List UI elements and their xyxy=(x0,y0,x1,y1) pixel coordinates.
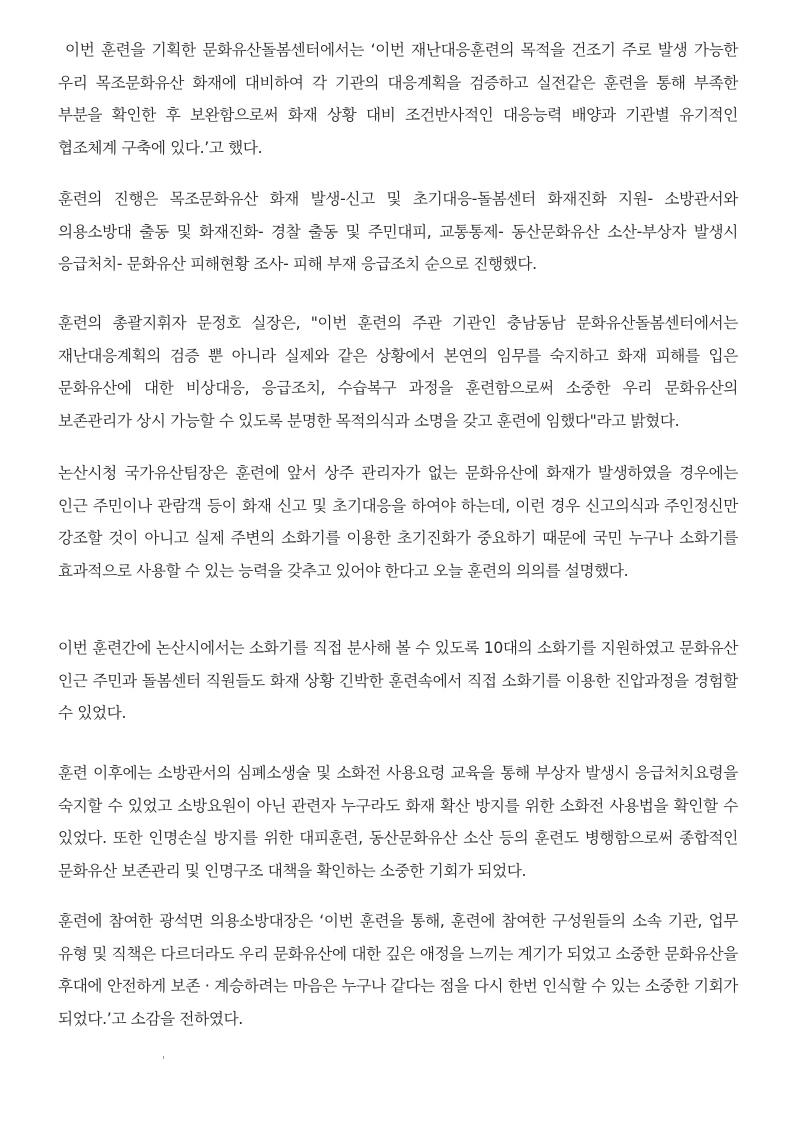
paragraph-heritage-team-leader: 논산시청 국가유산팀장은 훈련에 앞서 상주 관리자가 없는 문화유산에 화재가 발생하였을 경우에는 인근 주민이나 관람객 등이 화재 신고 및 초기대응을 하여야 하는데, 이런 경우 신고의식과 주인정신만 강조할 것이 아니고 실제 주변의 소화기를 이용한 초기진화가 중요하기 때문에 국민 누구나 소화기를 효과적으로 사용할 수 있는 능력을 갖추고 있어야 한다고 오늘 훈련의 의의를 설명했다. xyxy=(58,464,738,580)
paragraph-fire-brigade-chief-remarks: 훈련에 참여한 광석면 의용소방대장은 ‘이번 훈련을 통해, 훈련에 참여한 구성원들의 소속 기관, 업무 유형 및 직책은 다르더라도 우리 문화유산에 대한 깊은 애정을 느끼는 계기가 되었고 소중한 문화유산을 후대에 안전하게 보존 · 계승하려는 마음은 누구나 같다는 점을 다시 한번 인식할 수 있는 소중한 기회가 되었다.’고 소감을 전하였다. xyxy=(58,912,738,1028)
paragraph-exercise-procedure: 훈련의 진행은 목조문화유산 화재 발생-신고 및 초기대응-돌봄센터 화재진화 지원- 소방관서와 의용소방대 출동 및 화재진화- 경찰 출동 및 주민대피, 교통통제- 동산문화유산 소산-부상자 발생시 응급처치- 문화유산 피해현황 조사- 피해 부재 응급조치 순으로 진행했다. xyxy=(58,190,738,273)
paragraph-exercise-purpose: 이번 훈련을 기획한 문화유산돌봄센터에서는 ‘이번 재난대응훈련의 목적을 건조기 주로 발생 가능한 우리 목조문화유산 화재에 대비하여 각 기관의 대응계획을 검증하고 실전같은 훈련을 통해 부족한 부분을 확인한 후 보완함으로써 화재 상황 대비 조건반사적인 대응능력 배양과 기관별 유기적인 협조체계 구축에 있다.’고 했다. xyxy=(58,41,738,157)
paragraph-fire-extinguisher-support: 이번 훈련간에 논산시에서는 소화기를 직접 분사해 볼 수 있도록 10대의 소화기를 지원하였고 문화유산 인근 주민과 돌봄센터 직원들도 화재 상황 긴박한 훈련속에서 직접 소화기를 이용한 진압과정을 경험할 수 있었다. xyxy=(58,639,738,722)
scan-speck-mark xyxy=(163,1056,164,1059)
paragraph-post-exercise-training: 훈련 이후에는 소방관서의 심폐소생술 및 소화전 사용요령 교육을 통해 부상자 발생시 응급처치요령을 숙지할 수 있었고 소방요원이 아닌 관련자 누구라도 화재 확산 방지를 위한 소화전 사용법을 확인할 수 있었다. 또한 인명손실 방지를 위한 대피훈련, 동산문화유산 소산 등의 훈련도 병행함으로써 종합적인 문화유산 보존관리 및 인명구조 대책을 확인하는 소중한 기회가 되었다. xyxy=(58,764,738,880)
paragraph-commander-remarks: 훈련의 총괄지휘자 문정호 실장은, "이번 훈련의 주관 기관인 충남동남 문화유산돌봄센터에서는 재난대응계획의 검증 뿐 아니라 실제와 같은 상황에서 본연의 임무를 숙지하고 화재 피해를 입은 문화유산에 대한 비상대응, 응급조치, 수습복구 과정을 훈련함으로써 소중한 우리 문화유산의 보존관리가 상시 가능할 수 있도록 분명한 목적의식과 소명을 갖고 훈련에 임했다"라고 밝혔다. xyxy=(58,314,738,430)
